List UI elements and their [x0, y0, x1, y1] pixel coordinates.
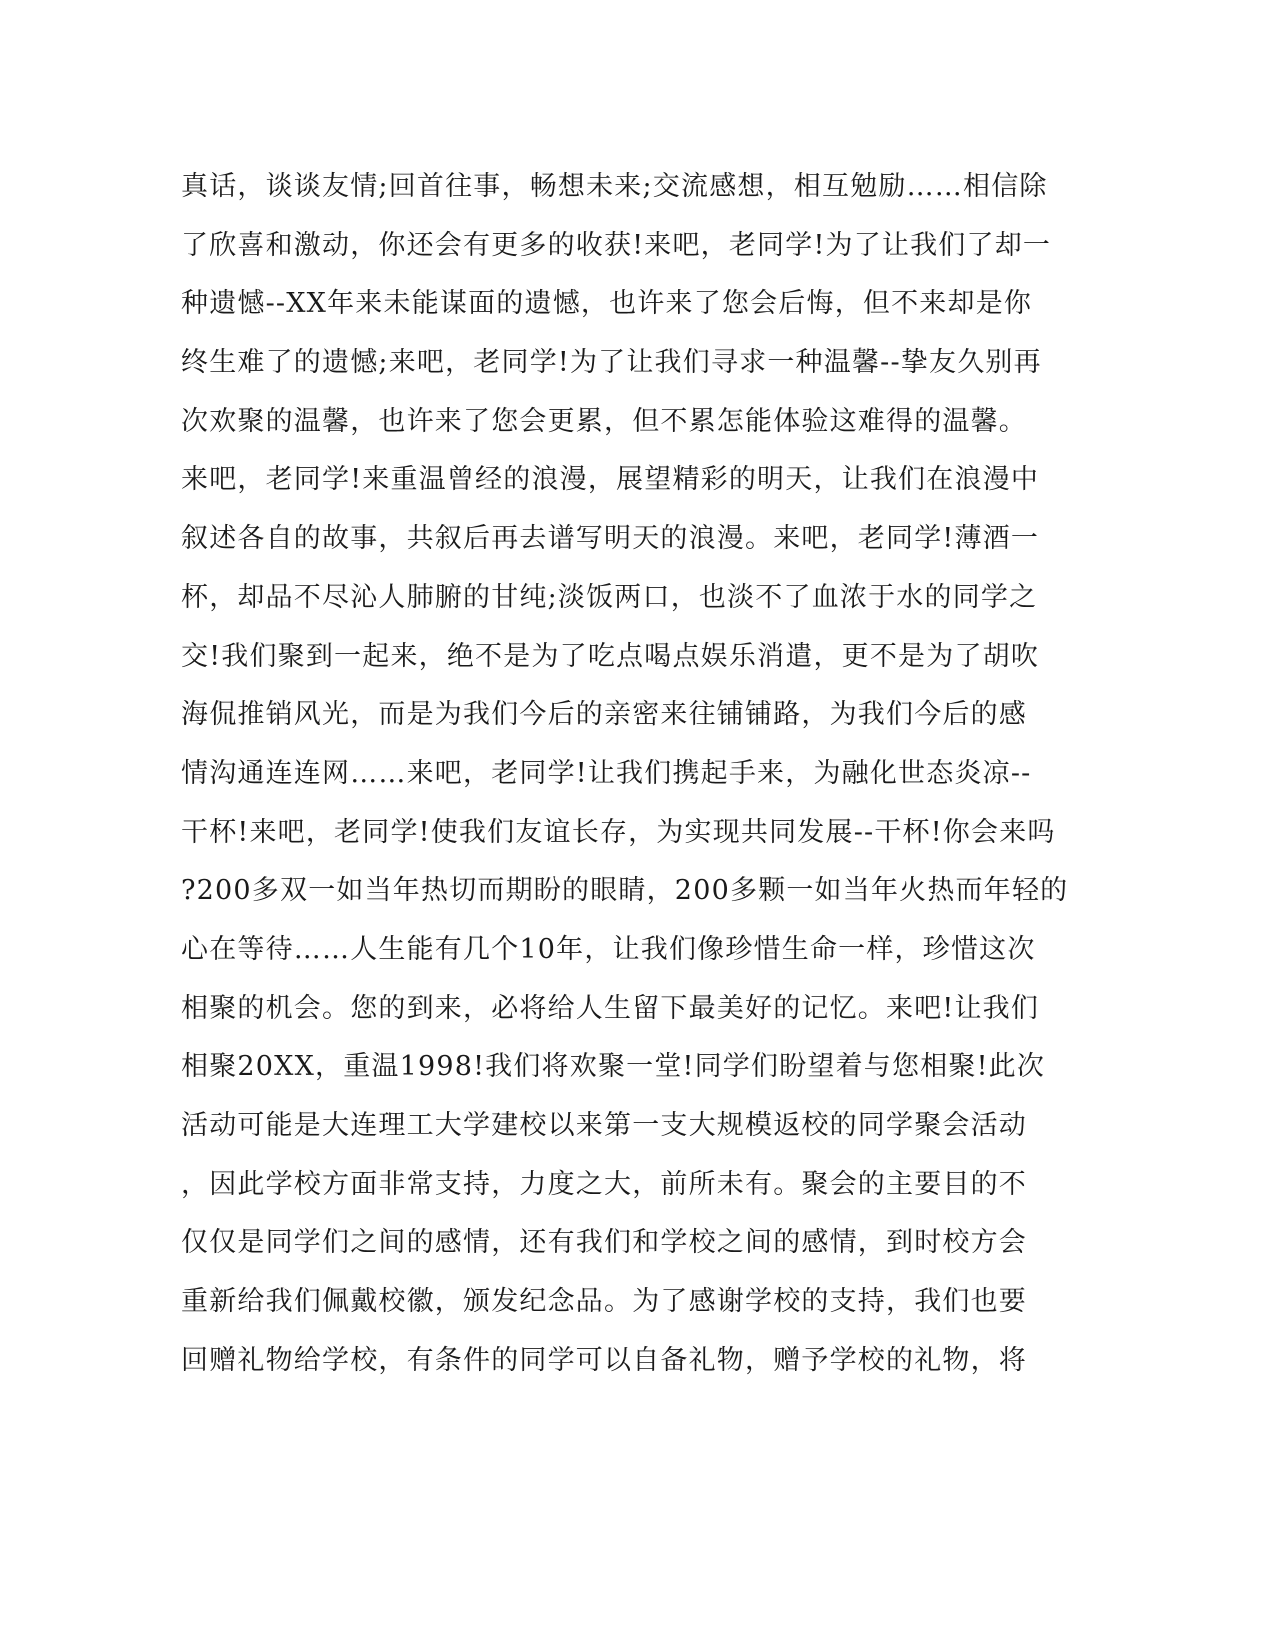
text-line: 来吧，老同学!来重温曾经的浪漫，展望精彩的明天，让我们在浪漫中: [181, 464, 1040, 496]
text-line: ?200多双一如当年热切而期盼的眼睛，200多颗一如当年火热而年轻的: [181, 875, 1069, 907]
text-line: 终生难了的遗憾;来吧，老同学!为了让我们寻求一种温馨--挚友久别再: [181, 347, 1042, 379]
text-line: 重新给我们佩戴校徽，颁发纪念品。为了感谢学校的支持，我们也要: [181, 1286, 1027, 1318]
text-line: 交!我们聚到一起来，绝不是为了吃点喝点娱乐消遣，更不是为了胡吹: [181, 640, 1040, 672]
text-line: 相聚的机会。您的到来，必将给人生留下最美好的记忆。来吧!让我们: [181, 992, 1040, 1024]
text-line: 仅仅是同学们之间的感情，还有我们和学校之间的感情，到时校方会: [181, 1227, 1027, 1259]
text-line: ，因此学校方面非常支持，力度之大，前所未有。聚会的主要目的不: [181, 1168, 1027, 1200]
text-line: 真话，谈谈友情;回首往事，畅想未来;交流感想，相互勉励……相信除: [181, 171, 1048, 202]
text-line: 种遗憾--XX年来未能谋面的遗憾，也许来了您会后悔，但不来却是你: [181, 288, 1033, 320]
text-line: 回赠礼物给学校，有条件的同学可以自备礼物，赠予学校的礼物，将: [181, 1344, 1027, 1376]
text-line: 心在等待……人生能有几个10年，让我们像珍惜生命一样，珍惜这次: [181, 933, 1036, 965]
text-line: 相聚20XX，重温1998!我们将欢聚一堂!同学们盼望着与您相聚!此次: [181, 1051, 1046, 1083]
text-line: 海侃推销风光，而是为我们今后的亲密来往铺铺路，为我们今后的感: [181, 699, 1027, 731]
body-text: [181, 158, 1069, 1390]
text-line: 活动可能是大连理工大学建校以来第一支大规模返校的同学聚会活动: [181, 1110, 1027, 1141]
text-line: 杯，却品不尽沁人肺腑的甘纯;淡饭两口，也淡不了血浓于水的同学之: [181, 581, 1038, 613]
text-line: 叙述各自的故事，共叙后再去谱写明天的浪漫。来吧，老同学!薄酒一: [181, 523, 1040, 555]
text-line: 次欢聚的温馨，也许来了您会更累，但不累怎能体验这难得的温馨。: [181, 405, 1027, 437]
text-line: 了欣喜和激动，你还会有更多的收获!来吧，老同学!为了让我们了却一: [181, 229, 1052, 261]
text-line: 情沟通连连网……来吧，老同学!让我们携起手来，为融化世态炎凉--: [181, 757, 1032, 789]
text-line: 干杯!来吧，老同学!使我们友谊长存，为实现共同发展--干杯!你会来吗: [181, 816, 1056, 848]
